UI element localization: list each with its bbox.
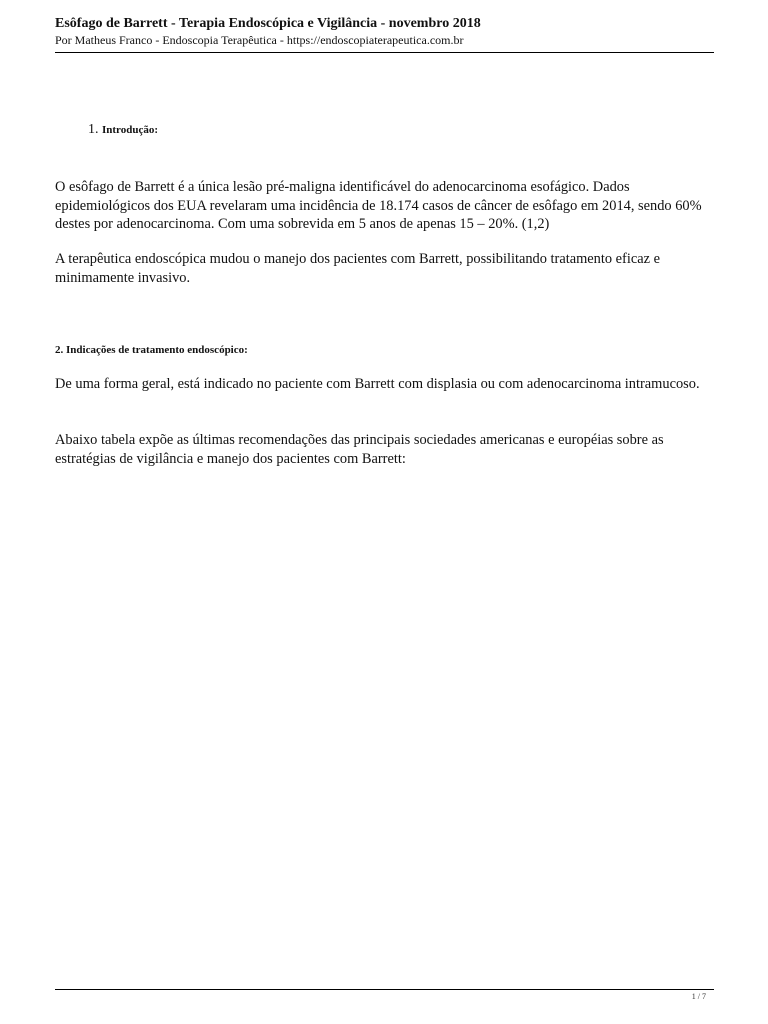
page-header <box>55 15 714 48</box>
document-subtitle: Por Matheus Franco - Endoscopia Terapêutica - https://endoscopiaterapeutica.com.br <box>55 33 464 47</box>
paragraph-intro-therapy: A terapêutica endoscópica mudou o manejo dos pacientes com Barrett, possibilitando tratamento eficaz e minimamente invasivo. <box>55 251 660 286</box>
header-divider <box>55 52 714 53</box>
paragraph-table-intro: Abaixo tabela expõe as últimas recomendações das principais sociedades americanas e européias sobre as estratégias de vigilância e manejo dos pacientes com Barrett: <box>55 432 664 467</box>
section-heading-introducao <box>88 121 158 139</box>
paragraph-indications: De uma forma geral, está indicado no paciente com Barrett com displasia ou com adenocarcinoma intramucoso. <box>55 376 700 392</box>
section-heading-label: Introdução: <box>102 124 159 136</box>
footer-divider <box>55 989 714 990</box>
page-number: 1 / 7 <box>691 992 706 1001</box>
section-heading-indicacoes: 2. Indicações de tratamento endoscópico: <box>55 344 248 356</box>
document-title: Esôfago de Barrett - Terapia Endoscópica e Vigilância - novembro 2018 <box>55 16 481 31</box>
section-number: 1. <box>88 122 99 137</box>
paragraph-intro-epidemiology: O esôfago de Barrett é a única lesão pré-maligna identificável do adenocarcinoma esofágico. Dados epidemiológicos dos EUA revelaram uma incidência de 18.174 casos de câncer de esôfago em 2014, sendo 60% destes por adenocarcinoma. Com uma sobrevida em 5 anos de apenas 15 – 20%. (1,2) <box>55 179 702 232</box>
